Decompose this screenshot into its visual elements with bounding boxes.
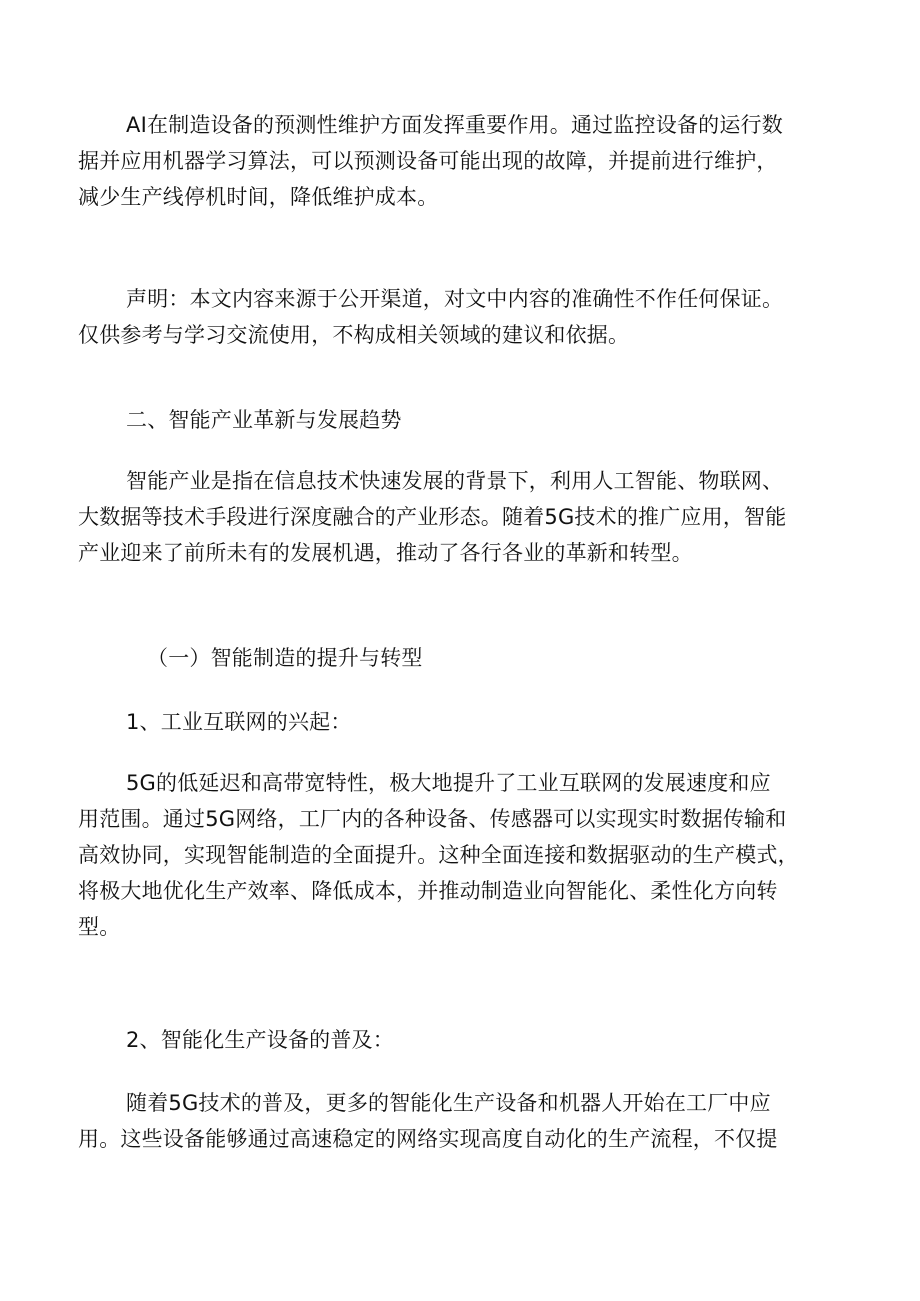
paragraph-intelligent-industry bbox=[78, 463, 848, 571]
paragraph-line: 型。 bbox=[78, 915, 121, 939]
section-heading-text: 二、智能产业革新与发展趋势 bbox=[126, 408, 402, 432]
paragraph-line: 声明：本文内容来源于公开渠道，对文中内容的准确性不作任何保证。 bbox=[126, 287, 784, 311]
section-heading bbox=[78, 402, 848, 438]
paragraph-line: 智能产业是指在信息技术快速发展的背景下，利用人工智能、物联网、 bbox=[126, 469, 784, 493]
paragraph-line: 大数据等技术手段进行深度融合的产业形态。随着5G技术的推广应用，智能 bbox=[78, 505, 787, 529]
paragraph-line: 仅供参考与学习交流使用，不构成相关领域的建议和依据。 bbox=[78, 323, 630, 347]
subsection-heading bbox=[78, 640, 848, 676]
paragraph-disclaimer bbox=[78, 281, 848, 353]
paragraph-line: 5G的低延迟和高带宽特性，极大地提升了工业互联网的发展速度和应 bbox=[126, 771, 771, 795]
subsection-heading-text: （一）智能制造的提升与转型 bbox=[147, 646, 423, 670]
item-heading-2 bbox=[78, 1022, 848, 1058]
paragraph-line: 产业迎来了前所未有的发展机遇，推动了各行各业的革新和转型。 bbox=[78, 541, 693, 565]
paragraph-smart-equipment bbox=[78, 1085, 848, 1157]
paragraph-industrial-internet bbox=[78, 765, 848, 945]
paragraph-line: 将极大地优化生产效率、降低成本，并推动制造业向智能化、柔性化方向转 bbox=[78, 879, 778, 903]
item-heading-1 bbox=[78, 704, 848, 740]
paragraph-ai-maintenance bbox=[78, 107, 848, 215]
paragraph-line: AI在制造设备的预测性维护方面发挥重要作用。通过监控设备的运行数 bbox=[126, 113, 783, 137]
paragraph-line: 高效协同，实现智能制造的全面提升。这种全面连接和数据驱动的生产模式， bbox=[78, 843, 799, 867]
paragraph-line: 据并应用机器学习算法，可以预测设备可能出现的故障，并提前进行维护， bbox=[78, 149, 778, 173]
paragraph-line: 减少生产线停机时间，降低维护成本。 bbox=[78, 185, 439, 209]
paragraph-line: 用。这些设备能够通过高速稳定的网络实现高度自动化的生产流程，不仅提 bbox=[78, 1127, 778, 1151]
item-heading-text: 2、智能化生产设备的普及： bbox=[126, 1028, 394, 1052]
paragraph-line: 用范围。通过5G网络，工厂内的各种设备、传感器可以实现实时数据传输和 bbox=[78, 807, 787, 831]
item-heading-text: 1、工业互联网的兴起： bbox=[126, 710, 352, 734]
paragraph-line: 随着5G技术的普及，更多的智能化生产设备和机器人开始在工厂中应 bbox=[126, 1091, 771, 1115]
